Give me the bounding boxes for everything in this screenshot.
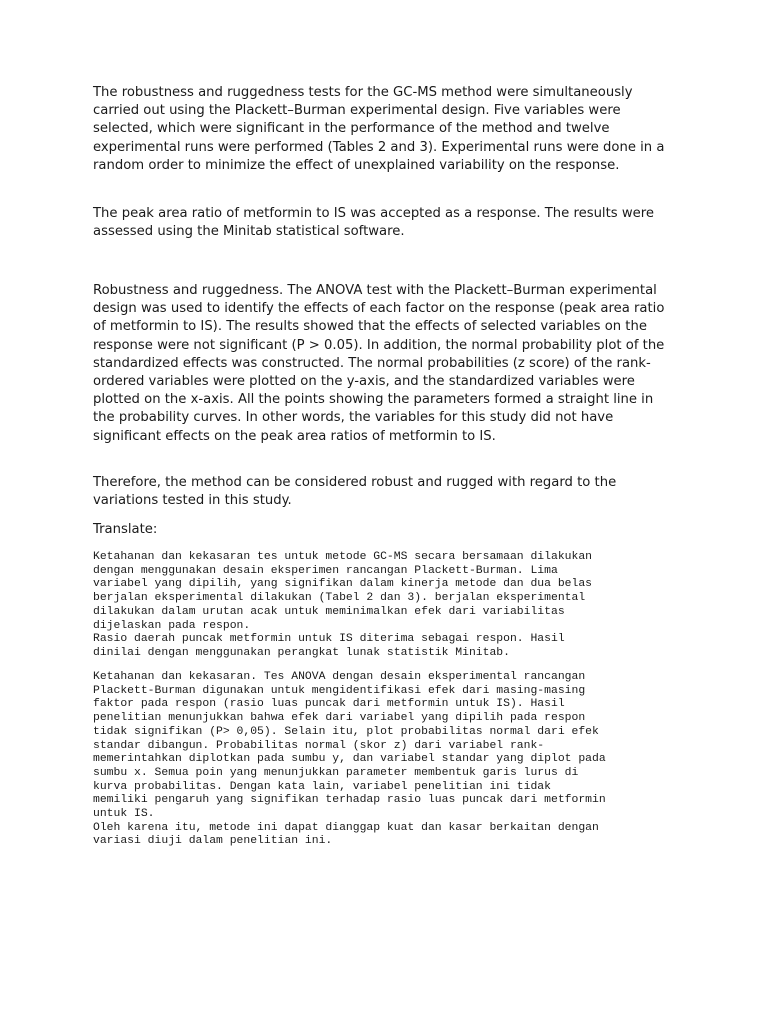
translate-heading: Translate: <box>93 522 158 537</box>
paragraph-conclusion: Therefore, the method can be considered robust and rugged with regard to the variations tested in this study. <box>93 475 617 509</box>
paragraph-robustness-design: The robustness and ruggedness tests for the GC-MS method were simultaneously carried out using the Plackett–Burman experimental design. Five variables were selected, which were significant in the performance of the method and twelve experimental runs were performed (Tables 2 and 3). Experimental runs were done in a random order to minimize the effect of unexplained variability on the response. <box>93 85 665 173</box>
paragraph-anova-results: Robustness and ruggedness. The ANOVA test with the Plackett–Burman experimental design was used to identify the effects of each factor on the response (peak area ratio of metformin to IS). The results showed that the effects of selected variables on the response were not significant (P > 0.05). In addition, the normal probability plot of the standardized effects was constructed. The normal probabilities (z score) of the rank-ordered variables were plotted on the y-axis, and the standardized variables were plotted on the x-axis. All the points showing the parameters formed a straight line in the probability curves. In other words, the variables for this study did not have significant effects on the peak area ratios of metformin to IS. <box>93 283 665 444</box>
translation-block-2: Ketahanan dan kekasaran. Tes ANOVA dengan desain eksperimental rancangan Plackett-Burman digunakan untuk mengidentifikasi efek dari masing-masing faktor pada respon (rasio luas puncak dari metformin untuk IS). Hasil penelitian menunjukkan bahwa efek dari variabel yang dipilih pada respon tidak signifikan (P> 0,05). Selain itu, plot probabilitas normal dari efek standar dibangun. Probabilitas normal (skor z) dari variabel rank- memerintahkan diplotkan pada sumbu y, dan variabel standar yang diplot pada sumbu x. Semua poin yang menunjukkan parameter membentuk garis lurus di kurva probabilitas. Dengan kata lain, variabel penelitian ini tidak memiliki pengaruh yang signifikan terhadap rasio luas puncak dari metformin untuk IS. Oleh karena itu, metode ini dapat dianggap kuat dan kasar berkaitan dengan variasi diuji dalam penelitian ini. <box>93 671 606 848</box>
paragraph-response-minitab: The peak area ratio of metformin to IS was accepted as a response. The results were assessed using the Minitab statistical software. <box>93 206 654 240</box>
translation-block-1: Ketahanan dan kekasaran tes untuk metode GC-MS secara bersamaan dilakukan dengan menggunakan desain eksperimen rancangan Plackett-Burman. Lima variabel yang dipilih, yang signifikan dalam kinerja metode dan dua belas berjalan eksperimental dilakukan (Tabel 2 dan 3). berjalan eksperimental dilakukan dalam urutan acak untuk meminimalkan efek dari variabilitas dijelaskan pada respon. Rasio daerah puncak metformin untuk IS diterima sebagai respon. Hasil dinilai dengan menggunakan perangkat lunak statistik Minitab. <box>93 551 592 659</box>
